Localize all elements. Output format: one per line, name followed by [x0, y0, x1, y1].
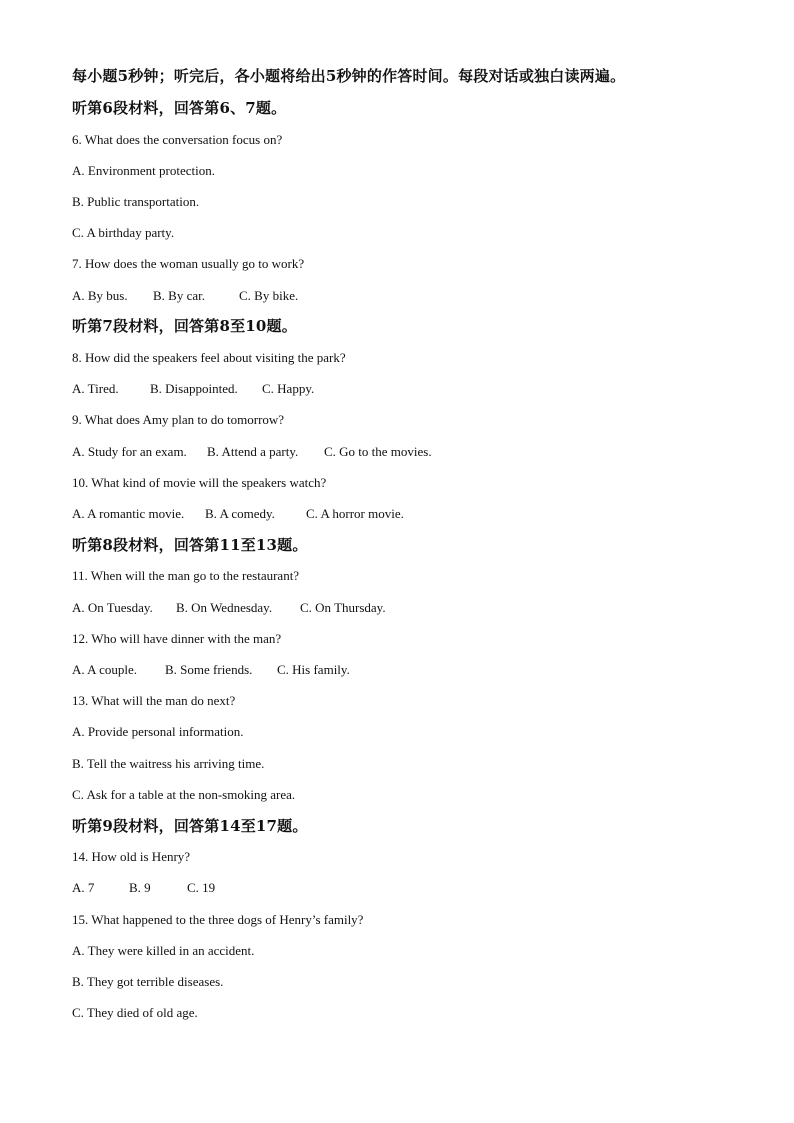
options-row: [72, 880, 215, 896]
question-stem: 7. How does the woman usually go to work?: [72, 256, 305, 271]
question-stem: 11. When will the man go to the restaurant?: [72, 568, 300, 583]
options-row: [72, 600, 386, 616]
answer-option: A. 7: [72, 880, 95, 895]
answer-option: B. Public transportation.: [72, 194, 200, 209]
answer-option: B. Disappointed.: [150, 381, 238, 396]
answer-option: B. By car.: [153, 288, 205, 303]
answer-option: A. They were killed in an accident.: [72, 943, 255, 958]
answer-option: A. On Tuesday.: [72, 600, 153, 615]
answer-option: A. Study for an exam.: [72, 444, 187, 459]
section-heading: 听第7段材料，回答第8至10题。: [72, 317, 297, 335]
answer-option: C. They died of old age.: [72, 1005, 198, 1020]
answer-option: C. Go to the movies.: [324, 444, 432, 459]
answer-option: B. Some friends.: [165, 662, 253, 677]
section-heading: 听第6段材料，回答第6、7题。: [72, 99, 287, 117]
answer-option: B. A comedy.: [205, 506, 275, 521]
answer-option: B. Attend a party.: [207, 444, 299, 459]
answer-option: C. Happy.: [262, 381, 315, 396]
answer-option: A. A couple.: [72, 662, 137, 677]
answer-option: C. Ask for a table at the non-smoking area.: [72, 787, 296, 802]
question-stem: 12. Who will have dinner with the man?: [72, 631, 282, 646]
answer-option: A. Environment protection.: [72, 163, 215, 178]
answer-option: C. His family.: [277, 662, 350, 677]
answer-option: C. 19: [187, 880, 216, 895]
answer-option: A. Tired.: [72, 381, 119, 396]
answer-option: B. They got terrible diseases.: [72, 974, 224, 989]
answer-option: B. 9: [129, 880, 151, 895]
answer-option: B. On Wednesday.: [176, 600, 273, 615]
options-row: [72, 662, 350, 678]
answer-option: C. A horror movie.: [306, 506, 404, 521]
options-row: [72, 444, 432, 460]
answer-option: A. A romantic movie.: [72, 506, 185, 521]
question-stem: 10. What kind of movie will the speakers watch?: [72, 475, 327, 490]
options-row: [72, 506, 404, 522]
answer-option: C. On Thursday.: [300, 600, 386, 615]
options-row: [72, 288, 298, 304]
answer-option: A. By bus.: [72, 288, 128, 303]
answer-option: C. A birthday party.: [72, 225, 175, 240]
answer-option: B. Tell the waitress his arriving time.: [72, 756, 265, 771]
options-row: [72, 381, 314, 397]
question-stem: 15. What happened to the three dogs of Henry’s family?: [72, 912, 364, 927]
question-stem: 6. What does the conversation focus on?: [72, 132, 283, 147]
section-heading: 听第9段材料，回答第14至17题。: [72, 817, 308, 835]
question-stem: 8. How did the speakers feel about visiting the park?: [72, 350, 346, 365]
answer-option: C. By bike.: [239, 288, 299, 303]
question-stem: 13. What will the man do next?: [72, 693, 236, 708]
section-heading: 听第8段材料，回答第11至13题。: [72, 536, 308, 554]
question-stem: 9. What does Amy plan to do tomorrow?: [72, 412, 285, 427]
question-stem: 14. How old is Henry?: [72, 849, 191, 864]
answer-option: A. Provide personal information.: [72, 724, 244, 739]
instructions-text: 每小题5秒钟；听完后，各小题将给出5秒钟的作答时间。每段对话或独白读两遍。: [72, 67, 626, 85]
